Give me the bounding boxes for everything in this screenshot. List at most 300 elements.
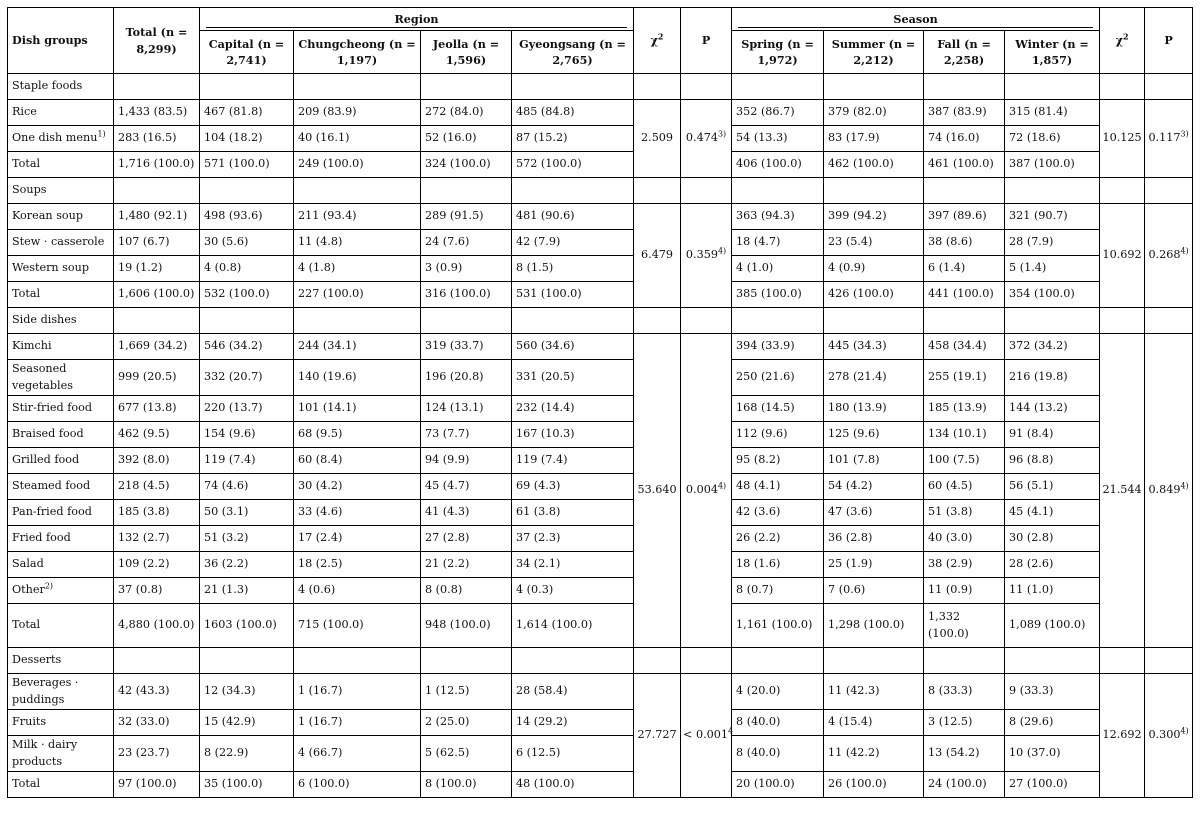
region-cell: 485 (84.8)	[512, 100, 634, 126]
empty-cell	[294, 74, 421, 100]
empty-cell	[1145, 74, 1193, 100]
season-cell: 60 (4.5)	[924, 474, 1005, 500]
total-cell: 109 (2.2)	[114, 552, 200, 578]
table-row	[8, 396, 1193, 422]
season-cell: 3 (12.5)	[924, 710, 1005, 736]
region-p-footnote: 3)	[717, 129, 727, 139]
region-p-text: 0.004	[685, 483, 718, 497]
season-cell: 13 (54.2)	[924, 736, 1005, 772]
season-cell: 54 (4.2)	[824, 474, 924, 500]
region-cell: 51 (3.2)	[200, 526, 294, 552]
row-label-text: Milk · dairy products	[12, 738, 78, 768]
table-row	[8, 360, 1193, 396]
region-cell: 61 (3.8)	[512, 500, 634, 526]
region-cell: 33 (4.6)	[294, 500, 421, 526]
season-cell: 45 (4.1)	[1005, 500, 1100, 526]
region-cell: 4 (1.8)	[294, 256, 421, 282]
region-cell: 498 (93.6)	[200, 204, 294, 230]
region-cell: 101 (14.1)	[294, 396, 421, 422]
empty-cell	[1145, 308, 1193, 334]
region-cell: 50 (3.1)	[200, 500, 294, 526]
season-cell: 28 (7.9)	[1005, 230, 1100, 256]
total-cell: 392 (8.0)	[114, 448, 200, 474]
region-cell: 316 (100.0)	[421, 282, 512, 308]
season-cell: 20 (100.0)	[732, 772, 824, 798]
total-cell: 1,480 (92.1)	[114, 204, 200, 230]
season-cell: 10 (37.0)	[1005, 736, 1100, 772]
season-fall-header: Fall (n = 2,258)	[924, 31, 1005, 74]
empty-cell	[1005, 308, 1100, 334]
season-cell: 47 (3.6)	[824, 500, 924, 526]
table-row	[8, 230, 1193, 256]
row-label-text: Total	[12, 287, 41, 301]
region-cell: 36 (2.2)	[200, 552, 294, 578]
empty-cell	[200, 74, 294, 100]
row-label	[8, 230, 114, 256]
season-cell: 144 (13.2)	[1005, 396, 1100, 422]
row-label-text: Grilled food	[12, 453, 80, 467]
region-cell: 249 (100.0)	[294, 152, 421, 178]
region-cell: 140 (19.6)	[294, 360, 421, 396]
season-p-text: 0.300	[1148, 728, 1181, 742]
region-cell: 74 (4.6)	[200, 474, 294, 500]
row-label	[8, 674, 114, 710]
region-cell: 531 (100.0)	[512, 282, 634, 308]
season-cell: 26 (2.2)	[732, 526, 824, 552]
row-label	[8, 526, 114, 552]
region-cell: 289 (91.5)	[421, 204, 512, 230]
season-cell: 48 (4.1)	[732, 474, 824, 500]
region-cell: 40 (16.1)	[294, 126, 421, 152]
season-cell: 95 (8.2)	[732, 448, 824, 474]
region-cell: 34 (2.1)	[512, 552, 634, 578]
empty-cell	[114, 648, 200, 674]
season-chi-square: 12.692	[1100, 674, 1145, 798]
season-cell: 23 (5.4)	[824, 230, 924, 256]
empty-cell	[924, 178, 1005, 204]
season-p-footnote: 4)	[1180, 726, 1189, 736]
row-label	[8, 604, 114, 648]
row-label	[8, 736, 114, 772]
season-cell: 28 (2.6)	[1005, 552, 1100, 578]
empty-cell	[114, 74, 200, 100]
empty-cell	[200, 178, 294, 204]
season-cell: 185 (13.9)	[924, 396, 1005, 422]
season-cell: 125 (9.6)	[824, 422, 924, 448]
empty-cell	[824, 648, 924, 674]
season-cell: 38 (8.6)	[924, 230, 1005, 256]
table-row	[8, 526, 1193, 552]
region-p-header: P	[681, 8, 732, 74]
region-jeolla-header: Jeolla (n = 1,596)	[421, 31, 512, 74]
season-cell: 255 (19.1)	[924, 360, 1005, 396]
season-p-text: 0.849	[1148, 483, 1181, 497]
row-label-text: Western soup	[12, 261, 90, 275]
region-cell: 154 (9.6)	[200, 422, 294, 448]
season-cell: 51 (3.8)	[924, 500, 1005, 526]
total-cell: 677 (13.8)	[114, 396, 200, 422]
region-chi-square: 6.479	[634, 204, 681, 308]
row-label-text: Korean soup	[12, 209, 84, 223]
region-p-footnote: 4)	[717, 246, 727, 256]
row-label-text: Rice	[12, 105, 37, 119]
region-cell: 467 (81.8)	[200, 100, 294, 126]
empty-cell	[824, 178, 924, 204]
region-chi-square: 27.727	[634, 674, 681, 798]
table-row	[8, 604, 1193, 648]
region-cell: 37 (2.3)	[512, 526, 634, 552]
total-cell: 1,606 (100.0)	[114, 282, 200, 308]
region-cell: 532 (100.0)	[200, 282, 294, 308]
empty-cell	[924, 648, 1005, 674]
row-label	[8, 334, 114, 360]
region-cell: 209 (83.9)	[294, 100, 421, 126]
row-label-text: Seasoned vegetables	[12, 362, 73, 392]
region-cell: 18 (2.5)	[294, 552, 421, 578]
region-cell: 30 (4.2)	[294, 474, 421, 500]
region-p-value	[681, 100, 732, 178]
empty-cell	[732, 74, 824, 100]
table-row	[8, 674, 1193, 710]
season-p-footnote: 4)	[1180, 246, 1189, 256]
empty-cell	[824, 74, 924, 100]
empty-cell	[681, 308, 732, 334]
season-cell: 24 (100.0)	[924, 772, 1005, 798]
table-row	[8, 100, 1193, 126]
table-row	[8, 204, 1193, 230]
region-cell: 220 (13.7)	[200, 396, 294, 422]
season-cell: 11 (42.3)	[824, 674, 924, 710]
region-cell: 24 (7.6)	[421, 230, 512, 256]
region-chi-square: 2.509	[634, 100, 681, 178]
season-cell: 180 (13.9)	[824, 396, 924, 422]
region-cell: 6 (100.0)	[294, 772, 421, 798]
season-cell: 1,089 (100.0)	[1005, 604, 1100, 648]
empty-cell	[1100, 308, 1145, 334]
empty-cell	[294, 648, 421, 674]
dish-groups-header: Dish groups	[8, 8, 114, 74]
region-cell: 42 (7.9)	[512, 230, 634, 256]
chi-symbol: χ	[650, 33, 658, 48]
region-cell: 546 (34.2)	[200, 334, 294, 360]
table-row	[8, 736, 1193, 772]
region-cell: 2 (25.0)	[421, 710, 512, 736]
season-cell: 461 (100.0)	[924, 152, 1005, 178]
season-chi-square: 10.125	[1100, 100, 1145, 178]
table-row	[8, 500, 1193, 526]
region-cell: 8 (0.8)	[421, 578, 512, 604]
empty-cell	[421, 178, 512, 204]
region-cell: 73 (7.7)	[421, 422, 512, 448]
region-cell: 1603 (100.0)	[200, 604, 294, 648]
total-cell: 1,716 (100.0)	[114, 152, 200, 178]
row-label-footnote: 1)	[97, 129, 106, 139]
season-header-label: Season	[893, 11, 938, 26]
season-cell: 387 (83.9)	[924, 100, 1005, 126]
empty-cell	[1145, 648, 1193, 674]
region-cell: 11 (4.8)	[294, 230, 421, 256]
region-p-value	[681, 674, 732, 798]
season-cell: 38 (2.9)	[924, 552, 1005, 578]
empty-cell	[114, 308, 200, 334]
region-cell: 27 (2.8)	[421, 526, 512, 552]
season-cell: 168 (14.5)	[732, 396, 824, 422]
region-cell: 331 (20.5)	[512, 360, 634, 396]
empty-cell	[200, 308, 294, 334]
region-cell: 8 (100.0)	[421, 772, 512, 798]
region-p-value	[681, 334, 732, 648]
region-cell: 8 (1.5)	[512, 256, 634, 282]
season-winter-header: Winter (n = 1,857)	[1005, 31, 1100, 74]
table-row	[8, 126, 1193, 152]
season-cell: 1,161 (100.0)	[732, 604, 824, 648]
season-cell: 426 (100.0)	[824, 282, 924, 308]
season-cell: 96 (8.8)	[1005, 448, 1100, 474]
region-cell: 244 (34.1)	[294, 334, 421, 360]
total-cell: 23 (23.7)	[114, 736, 200, 772]
region-p-text: 0.359	[685, 248, 718, 262]
season-spring-header: Spring (n = 1,972)	[732, 31, 824, 74]
chi-symbol: χ	[1115, 33, 1123, 48]
region-cell: 17 (2.4)	[294, 526, 421, 552]
region-cell: 119 (7.4)	[200, 448, 294, 474]
region-cell: 30 (5.6)	[200, 230, 294, 256]
region-cell: 48 (100.0)	[512, 772, 634, 798]
empty-cell	[824, 308, 924, 334]
section-row	[8, 308, 1193, 334]
season-cell: 4 (0.9)	[824, 256, 924, 282]
table-row	[8, 448, 1193, 474]
season-cell: 445 (34.3)	[824, 334, 924, 360]
total-cell: 1,433 (83.5)	[114, 100, 200, 126]
season-cell: 399 (94.2)	[824, 204, 924, 230]
row-label	[8, 282, 114, 308]
row-label-text: Other	[12, 583, 45, 597]
region-p-footnote: 4)	[717, 481, 727, 491]
table-row	[8, 578, 1193, 604]
season-cell: 134 (10.1)	[924, 422, 1005, 448]
empty-cell	[512, 74, 634, 100]
season-cell: 406 (100.0)	[732, 152, 824, 178]
region-cell: 124 (13.1)	[421, 396, 512, 422]
season-cell: 250 (21.6)	[732, 360, 824, 396]
chi-superscript: 2	[657, 31, 664, 42]
season-cell: 72 (18.6)	[1005, 126, 1100, 152]
region-cell: 319 (33.7)	[421, 334, 512, 360]
empty-cell	[924, 308, 1005, 334]
row-label-text: Stir-fried food	[12, 401, 93, 415]
season-cell: 6 (1.4)	[924, 256, 1005, 282]
region-cell: 15 (42.9)	[200, 710, 294, 736]
empty-cell	[1100, 178, 1145, 204]
row-label-text: Fruits	[12, 715, 47, 729]
region-p-text: < 0.001	[683, 728, 728, 742]
season-cell: 441 (100.0)	[924, 282, 1005, 308]
row-label-text: Stew · casserole	[12, 235, 105, 249]
row-label-text: Beverages · puddings	[12, 676, 79, 706]
total-cell: 97 (100.0)	[114, 772, 200, 798]
season-cell: 8 (40.0)	[732, 736, 824, 772]
row-label-text: Kimchi	[12, 339, 52, 353]
region-cell: 332 (20.7)	[200, 360, 294, 396]
region-cell: 211 (93.4)	[294, 204, 421, 230]
empty-cell	[732, 178, 824, 204]
row-label	[8, 552, 114, 578]
row-label-footnote: 2)	[44, 581, 54, 591]
region-cell: 1 (16.7)	[294, 674, 421, 710]
empty-cell	[421, 308, 512, 334]
row-label	[8, 126, 114, 152]
region-chi-square: 53.640	[634, 334, 681, 648]
season-cell: 278 (21.4)	[824, 360, 924, 396]
empty-cell	[512, 178, 634, 204]
season-cell: 4 (1.0)	[732, 256, 824, 282]
empty-cell	[634, 74, 681, 100]
season-chi-square: 10.692	[1100, 204, 1145, 308]
season-cell: 42 (3.6)	[732, 500, 824, 526]
total-cell: 132 (2.7)	[114, 526, 200, 552]
dish-groups-table	[7, 7, 1193, 798]
region-cell: 14 (29.2)	[512, 710, 634, 736]
empty-cell	[294, 308, 421, 334]
season-chi-square: 21.544	[1100, 334, 1145, 648]
region-cell: 1,614 (100.0)	[512, 604, 634, 648]
season-cell: 101 (7.8)	[824, 448, 924, 474]
region-cell: 167 (10.3)	[512, 422, 634, 448]
season-cell: 1,298 (100.0)	[824, 604, 924, 648]
total-cell: 32 (33.0)	[114, 710, 200, 736]
season-cell: 8 (33.3)	[924, 674, 1005, 710]
section-row	[8, 74, 1193, 100]
total-cell: 999 (20.5)	[114, 360, 200, 396]
empty-cell	[634, 308, 681, 334]
region-cell: 12 (34.3)	[200, 674, 294, 710]
season-cell: 8 (40.0)	[732, 710, 824, 736]
empty-cell	[1005, 74, 1100, 100]
region-cell: 3 (0.9)	[421, 256, 512, 282]
empty-cell	[512, 308, 634, 334]
season-summer-header: Summer (n = 2,212)	[824, 31, 924, 74]
row-label	[8, 152, 114, 178]
season-chi-square-header	[1100, 8, 1145, 74]
table-row	[8, 256, 1193, 282]
season-cell: 321 (90.7)	[1005, 204, 1100, 230]
table-row	[8, 552, 1193, 578]
empty-cell	[1100, 648, 1145, 674]
row-label	[8, 100, 114, 126]
total-cell: 462 (9.5)	[114, 422, 200, 448]
season-cell: 91 (8.4)	[1005, 422, 1100, 448]
season-cell: 379 (82.0)	[824, 100, 924, 126]
row-label-text: Salad	[12, 557, 44, 571]
row-label	[8, 256, 114, 282]
section-row	[8, 178, 1193, 204]
region-cell: 572 (100.0)	[512, 152, 634, 178]
season-cell: 8 (29.6)	[1005, 710, 1100, 736]
table-row	[8, 772, 1193, 798]
table-row	[8, 334, 1193, 360]
season-cell: 9 (33.3)	[1005, 674, 1100, 710]
section-title: Side dishes	[8, 308, 114, 334]
total-cell: 4,880 (100.0)	[114, 604, 200, 648]
empty-cell	[1145, 178, 1193, 204]
section-row	[8, 648, 1193, 674]
row-label-text: Total	[12, 777, 41, 791]
season-header	[732, 8, 1100, 31]
season-cell: 354 (100.0)	[1005, 282, 1100, 308]
season-cell: 74 (16.0)	[924, 126, 1005, 152]
season-cell: 394 (33.9)	[732, 334, 824, 360]
region-chi-square-header	[634, 8, 681, 74]
empty-cell	[512, 648, 634, 674]
table-body	[8, 74, 1193, 798]
season-cell: 18 (4.7)	[732, 230, 824, 256]
total-cell: 19 (1.2)	[114, 256, 200, 282]
season-cell: 11 (1.0)	[1005, 578, 1100, 604]
region-cell: 560 (34.6)	[512, 334, 634, 360]
row-label-text: Pan-fried food	[12, 505, 92, 519]
row-label	[8, 396, 114, 422]
region-cell: 227 (100.0)	[294, 282, 421, 308]
season-p-text: 0.117	[1148, 131, 1181, 145]
chi-superscript: 2	[1122, 31, 1129, 42]
season-cell: 385 (100.0)	[732, 282, 824, 308]
season-cell: 11 (0.9)	[924, 578, 1005, 604]
empty-cell	[924, 74, 1005, 100]
season-cell: 18 (1.6)	[732, 552, 824, 578]
empty-cell	[1005, 178, 1100, 204]
empty-cell	[681, 74, 732, 100]
table-row	[8, 282, 1193, 308]
season-cell: 8 (0.7)	[732, 578, 824, 604]
region-cell: 45 (4.7)	[421, 474, 512, 500]
season-cell: 462 (100.0)	[824, 152, 924, 178]
region-cell: 8 (22.9)	[200, 736, 294, 772]
season-cell: 112 (9.6)	[732, 422, 824, 448]
region-cell: 87 (15.2)	[512, 126, 634, 152]
empty-cell	[421, 648, 512, 674]
season-cell: 54 (13.3)	[732, 126, 824, 152]
row-label-text: Fried food	[12, 531, 71, 545]
total-header: Total (n = 8,299)	[114, 8, 200, 74]
empty-cell	[634, 648, 681, 674]
season-cell: 40 (3.0)	[924, 526, 1005, 552]
season-cell: 458 (34.4)	[924, 334, 1005, 360]
row-label-text: Braised food	[12, 427, 84, 441]
season-p-value	[1145, 334, 1193, 648]
region-cell: 94 (9.9)	[421, 448, 512, 474]
row-label-text: One dish menu	[12, 131, 98, 145]
table-row	[8, 474, 1193, 500]
region-cell: 21 (1.3)	[200, 578, 294, 604]
table-row	[8, 710, 1193, 736]
region-cell: 481 (90.6)	[512, 204, 634, 230]
region-cell: 1 (16.7)	[294, 710, 421, 736]
empty-cell	[200, 648, 294, 674]
region-cell: 948 (100.0)	[421, 604, 512, 648]
season-cell: 4 (15.4)	[824, 710, 924, 736]
region-cell: 104 (18.2)	[200, 126, 294, 152]
season-p-footnote: 3)	[1180, 129, 1189, 139]
empty-cell	[294, 178, 421, 204]
empty-cell	[634, 178, 681, 204]
empty-cell	[1005, 648, 1100, 674]
region-p-text: 0.474	[685, 131, 718, 145]
season-cell: 5 (1.4)	[1005, 256, 1100, 282]
region-cell: 4 (0.6)	[294, 578, 421, 604]
total-cell: 42 (43.3)	[114, 674, 200, 710]
row-label	[8, 422, 114, 448]
